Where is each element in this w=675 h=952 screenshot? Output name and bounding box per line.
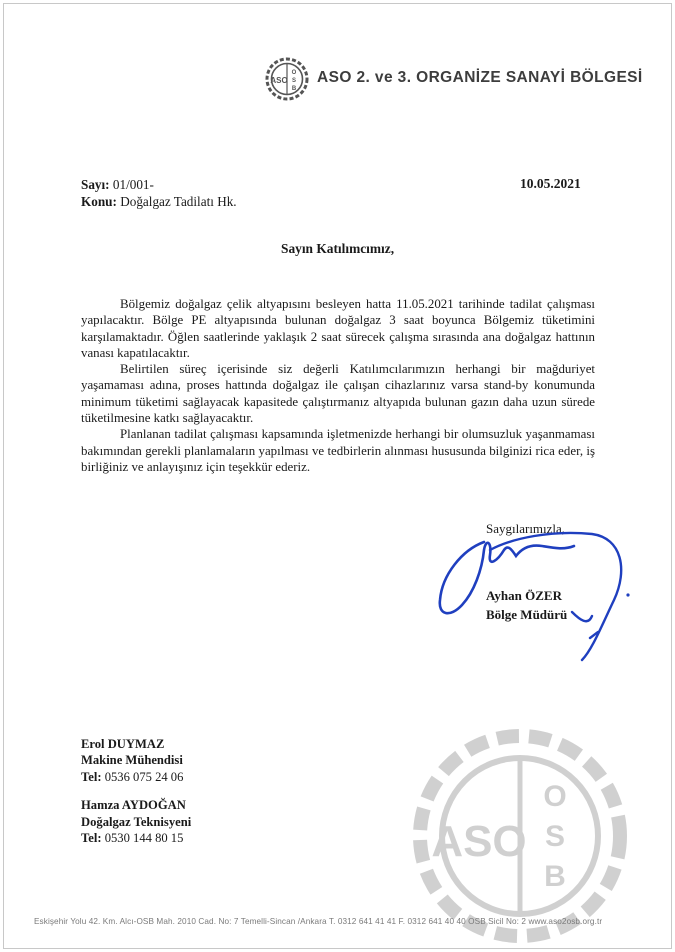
signer-name: Ayhan ÖZER [486, 588, 562, 603]
aso-osb-watermark [405, 728, 635, 943]
svg-text:B: B [291, 86, 297, 92]
tel-label: Tel: [81, 831, 102, 846]
contact-title: Doğalgaz Teknisyeni [81, 814, 192, 829]
contact-entry [81, 736, 191, 785]
handwritten-signature [432, 520, 632, 665]
letter-date: 10.05.2021 [520, 176, 581, 191]
svg-text:S: S [544, 820, 566, 853]
signer-title: Bölge Müdürü [486, 607, 568, 622]
svg-text:S: S [291, 78, 297, 84]
svg-text:O: O [291, 70, 297, 76]
konu-label: Konu: [81, 194, 117, 209]
sayi-label: Sayı: [81, 177, 110, 192]
contact-name: Erol DUYMAZ [81, 737, 165, 751]
contact-list [81, 736, 191, 846]
contact-name: Hamza AYDOĞAN [81, 798, 186, 813]
svg-text:ASO: ASO [431, 817, 527, 866]
contact-title: Makine Mühendisi [81, 753, 183, 768]
svg-text:ASO: ASO [270, 76, 288, 85]
contact-phone: 0536 075 24 06 [104, 769, 184, 784]
contact-entry [81, 797, 191, 846]
footer-address: Eskişehir Yolu 42. Km. Alcı-OSB Mah. 2010 Cad. No: 7 Temelli-Sincan /Ankara T. 0312 641 41 41 F. 0312 641 40 40 OSB Sicil No: 2 www.aso2osb.org.tr [34, 917, 603, 926]
sayi-line [81, 176, 237, 193]
sayi-value: 01/001- [112, 177, 154, 192]
aso-osb-logo [265, 57, 309, 101]
organization-name: ASO 2. ve 3. ORGANİZE SANAYİ BÖLGESİ [317, 69, 643, 86]
letter-body [81, 296, 595, 475]
paragraph: Bölgemiz doğalgaz çelik altyapısını besleyen hatta 11.05.2021 tarihinde tadilat çalışması yapılacaktır. Bölge PE altyapısında bulunan doğalgaz 3 saat boyunca Bölgemiz tüketimini karşılamaktadır. Öğlen saatlerinde yaklaşık 2 saat sürecek çalışma sırasında ana doğalgaz hattının vanası kapatılacaktır. [81, 297, 595, 360]
paragraph: Belirtilen süreç içerisinde siz değerli Katılımcılarımızın herhangi bir mağduriyet yaşamaması adına, proses hattında doğalgaz ile çalışan cihazlarınız varsa stand-by konumunda minimum tüketimi sağlayacak kapasitede çalıştırmanız altyapıda bulunan gazın daha uzun sürede tüketilmesine katkı sağlayacaktır. [81, 362, 595, 426]
tel-label: Tel: [81, 769, 102, 784]
salutation: Sayın Katılımcımız, [281, 241, 395, 256]
konu-line [81, 193, 237, 210]
svg-text:B: B [544, 860, 566, 893]
reference-block [81, 176, 237, 210]
konu-value: Doğalgaz Tadilatı Hk. [120, 194, 237, 209]
contact-phone: 0530 144 80 15 [104, 831, 184, 846]
closing: Saygılarımızla, [486, 521, 566, 536]
letterhead [265, 57, 645, 105]
svg-text:O: O [543, 780, 567, 813]
paragraph: Planlanan tadilat çalışması kapsamında işletmenizde herhangi bir olumsuzluk yaşanmaması bakımından gerekli planlamaların yapılması ve tedbirlerin alınması hususunda bilginizi rica eder, iş birliğiniz ve anlayışınız için teşekkür ederiz. [81, 427, 595, 474]
